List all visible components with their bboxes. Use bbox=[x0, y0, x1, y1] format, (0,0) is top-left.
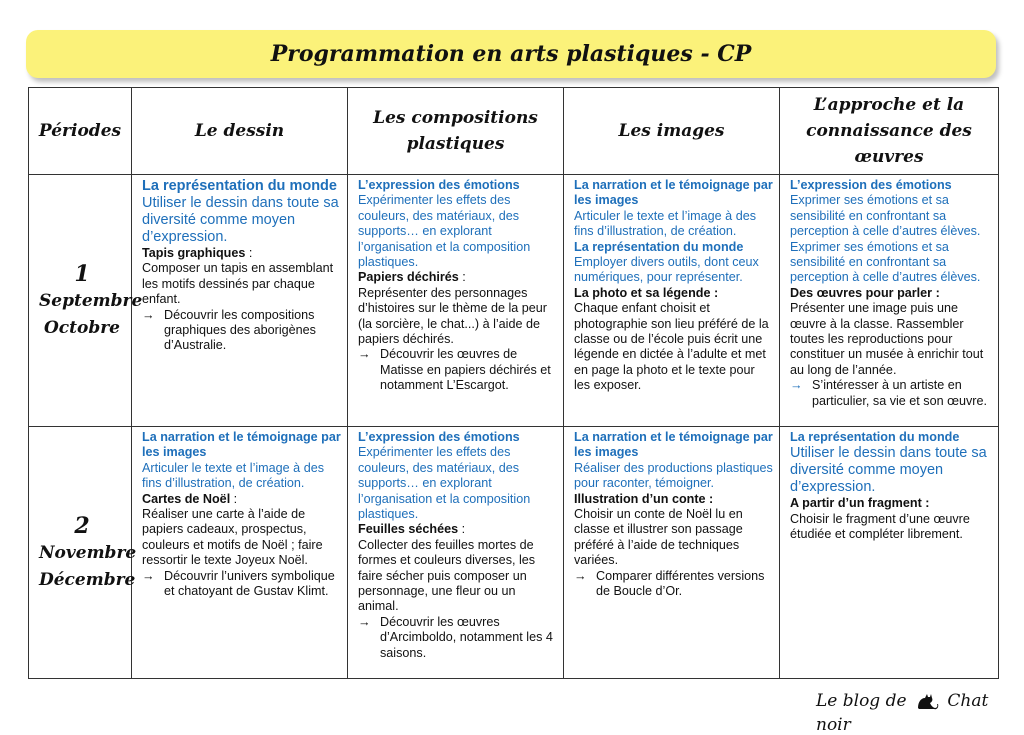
arrow-icon: → bbox=[790, 378, 803, 393]
cell-heading: La représentation du monde bbox=[574, 239, 744, 254]
cell-compositions bbox=[348, 175, 564, 427]
activity-title: A partir d’un fragment : bbox=[790, 496, 930, 511]
cell-objective: Articuler le texte et l’image à des fins d’illustration, de création. bbox=[574, 208, 756, 239]
header-row bbox=[29, 88, 999, 175]
period-month: Décembre bbox=[39, 569, 136, 590]
arrow-icon: → bbox=[358, 347, 371, 362]
activity-title: La photo et sa légende : bbox=[574, 285, 719, 300]
arrow-icon: → bbox=[142, 568, 155, 583]
header-compositions: Les compositions plastiques bbox=[348, 88, 564, 175]
table-row bbox=[29, 175, 999, 427]
list-item bbox=[142, 569, 341, 600]
cell-objective: Réaliser des productions plastiques pour raconter, témoigner. bbox=[574, 460, 773, 491]
arrow-icon: → bbox=[358, 614, 371, 629]
blog-signature bbox=[816, 688, 1024, 735]
activity-title: Illustration d’un conte : bbox=[574, 491, 714, 506]
activity-text: Présenter une image puis une œuvre à la classe. Rassembler toutes les reproductions pour constituer un musée à enrichir tout au long de l’année. bbox=[790, 301, 984, 377]
cell-heading: La narration et le témoignage par les images bbox=[574, 178, 773, 208]
period-month: Novembre bbox=[39, 542, 137, 563]
cell-oeuvres bbox=[780, 175, 999, 427]
footer-left: Le blog de bbox=[816, 691, 907, 711]
cell-heading: L’expression des émotions bbox=[358, 430, 520, 444]
header-dessin: Le dessin bbox=[132, 88, 348, 175]
period-month: Septembre bbox=[39, 290, 143, 311]
activity-text: Choisir le fragment d’une œuvre étudiée et compléter librement. bbox=[790, 511, 970, 542]
header-images: Les images bbox=[564, 88, 780, 175]
cell-objective: Expérimenter les effets des couleurs, des matériaux, des supports… en explorant l’organisation et la composition plastiques. bbox=[358, 193, 531, 270]
cell-dessin bbox=[132, 175, 348, 427]
header-oeuvres: L’approche et la connaissance des œuvres bbox=[780, 88, 999, 175]
header-periodes: Périodes bbox=[29, 88, 132, 175]
reference-text: Découvrir les œuvres de Matisse en papiers déchirés et notamment L’Escargot. bbox=[380, 347, 551, 393]
list-item bbox=[142, 308, 341, 354]
cell-heading: La représentation du monde bbox=[142, 178, 337, 194]
cell-heading: La représentation du monde bbox=[790, 430, 960, 444]
page-title: Programmation en arts plastiques - CP bbox=[270, 41, 752, 67]
activity-colon: : bbox=[458, 522, 466, 537]
cell-objective: Utiliser le dessin dans toute sa diversité comme moyen d’expression. bbox=[790, 445, 987, 496]
cat-icon bbox=[915, 688, 939, 715]
cell-dessin bbox=[132, 427, 348, 679]
cell-heading: La narration et le témoignage par les images bbox=[142, 430, 341, 460]
cell-oeuvres bbox=[780, 427, 999, 679]
activity-title: Cartes de Noël bbox=[142, 491, 231, 506]
activity-text: Réaliser une carte à l’aide de papiers cadeaux, prospectus, couleurs et motifs de Noël ; faire ressortir le texte Joyeux Noël. bbox=[142, 507, 323, 568]
reference-text: Découvrir les œuvres d’Arcimboldo, notamment les 4 saisons. bbox=[380, 614, 553, 660]
cell-objective: Employer divers outils, dont ceux numériques, pour représenter. bbox=[574, 255, 759, 285]
cell-heading: L’expression des émotions bbox=[790, 178, 952, 192]
activity-title: Papiers déchirés bbox=[358, 270, 459, 285]
period-month: Octobre bbox=[43, 317, 120, 338]
period-cell bbox=[29, 427, 137, 679]
cell-objective: Exprimer ses émotions et sa sensibilité en confrontant sa perception à celle d’autres élèves. bbox=[790, 239, 981, 285]
activity-text: Représenter des personnages d’histoires sur le thème de la peur (la sorcière, le chat...) à l’aide de papiers déchirés. bbox=[358, 285, 548, 347]
cell-heading: L’expression des émotions bbox=[358, 178, 520, 192]
programme-table bbox=[28, 87, 999, 679]
arrow-icon: → bbox=[574, 568, 587, 583]
activity-colon: : bbox=[458, 270, 466, 285]
footer-right: Chat noir bbox=[816, 691, 989, 735]
list-item bbox=[790, 378, 992, 409]
activity-text: Collecter des feuilles mortes de formes et couleurs diverses, les faire sécher puis composer un personnage, une fleur ou un animal. bbox=[358, 537, 536, 614]
activity-title: Tapis graphiques bbox=[142, 246, 246, 260]
cell-compositions bbox=[348, 427, 564, 679]
reference-text: S’intéresser à un artiste en particulier, sa vie et son œuvre. bbox=[812, 378, 987, 408]
period-number: 1 bbox=[74, 260, 90, 287]
reference-text: Comparer différentes versions de Boucle d’Or. bbox=[596, 568, 765, 599]
list-item bbox=[358, 347, 557, 393]
cell-objective: Exprimer ses émotions et sa sensibilité en confrontant sa perception à celle d’autres élèves. bbox=[790, 193, 981, 239]
cell-images bbox=[564, 427, 780, 679]
list-item bbox=[358, 615, 557, 661]
reference-text: Découvrir l’univers symbolique et chatoyant de Gustav Klimt. bbox=[164, 568, 335, 599]
activity-colon: : bbox=[245, 246, 253, 260]
activity-colon: : bbox=[230, 491, 238, 506]
arrow-icon: → bbox=[142, 307, 155, 322]
cell-images bbox=[564, 175, 780, 427]
activity-text: Chaque enfant choisit et photographie son lieu préféré de la classe ou de l’école puis écrit une légende en dictée à l’adulte et met en page la photo et le texte pour les exposer. bbox=[574, 301, 769, 393]
cell-objective: Utiliser le dessin dans toute sa diversité comme moyen d’expression. bbox=[142, 195, 339, 245]
reference-text: Découvrir les compositions graphiques des aborigènes d’Australie. bbox=[164, 307, 316, 353]
period-number: 2 bbox=[74, 512, 90, 539]
list-item bbox=[574, 569, 773, 600]
table-row bbox=[29, 427, 999, 679]
period-cell bbox=[29, 175, 143, 427]
cell-heading: La narration et le témoignage par les images bbox=[574, 430, 773, 460]
title-banner bbox=[26, 30, 996, 78]
activity-text: Choisir un conte de Noël lu en classe et illustrer son passage préféré à l’aide de techniques variées. bbox=[574, 507, 743, 568]
activity-title: Feuilles séchées bbox=[358, 522, 459, 537]
activity-text: Composer un tapis en assemblant les motifs dessinés par chaque enfant. bbox=[142, 261, 334, 307]
activity-title: Des œuvres pour parler : bbox=[790, 285, 940, 300]
cell-objective: Expérimenter les effets des couleurs, des matériaux, des supports… en explorant l’organisation et la composition plastiques. bbox=[358, 445, 531, 522]
cell-objective: Articuler le texte et l’image à des fins d’illustration, de création. bbox=[142, 460, 324, 491]
